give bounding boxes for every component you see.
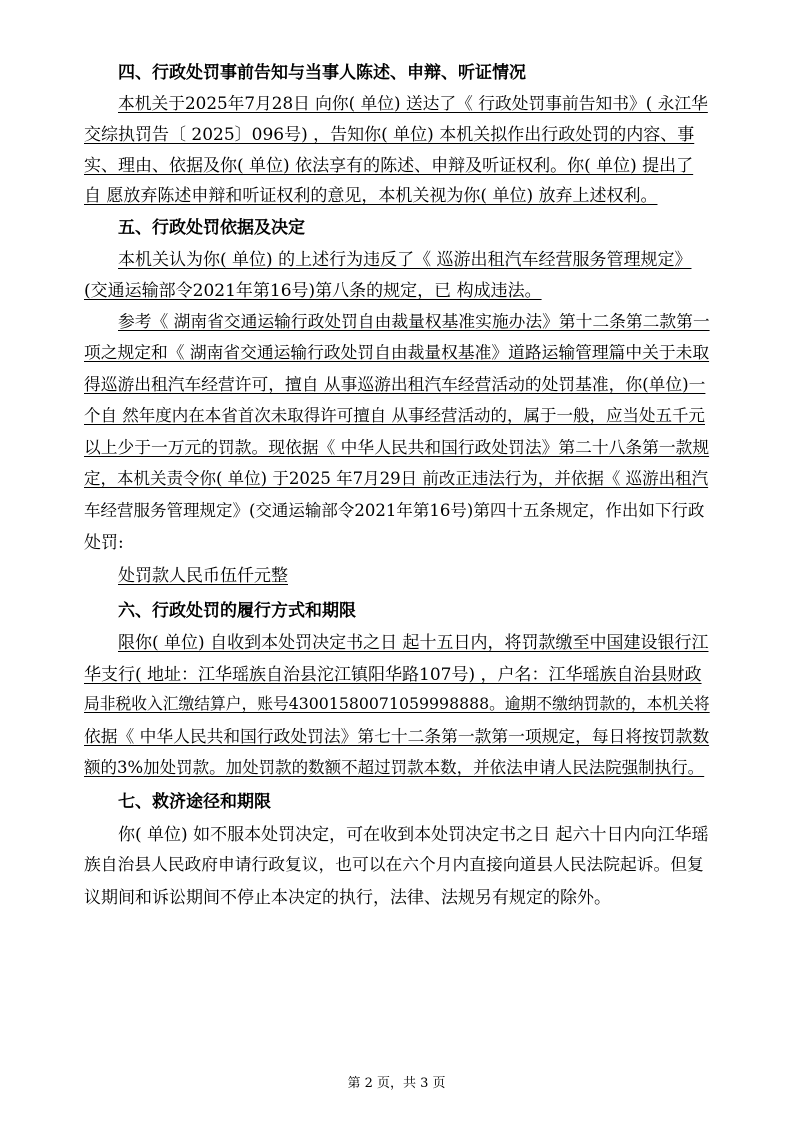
text-line: 车经营服务管理规定》(交通运输部令2021年第16号)第四十五条规定，作出如下行政	[84, 501, 705, 520]
text-line: 处罚:	[84, 533, 124, 553]
penalty-line: 处罚款人民币伍仟元整	[118, 566, 288, 586]
text-line: (交通运输部令2021年第16号)第八条的规定，已 构成违法。	[84, 281, 542, 301]
text-line: 你( 单位) 如不服本处罚决定，可在收到本处罚决定书之日 起六十日内向江华瑶	[118, 825, 709, 845]
section-heading-6: 六、行政处罚的履行方式和期限	[118, 601, 356, 621]
page-footer: 第 2 页，共 3 页	[347, 1076, 446, 1091]
text-line: 定，本机关责令你( 单位) 于2025 年7月29日 前改正违法行为，并依据《 巡游出租汽	[84, 469, 709, 488]
text-line: 额的3%加处罚款。加处罚款的数额不超过罚款本数，并依法申请人民法院强制执行。	[84, 758, 705, 777]
section-heading-5: 五、行政处罚依据及决定	[118, 218, 305, 238]
text-line: 个自 然年度内在本省首次未取得许可擅自 从事经营活动的，属于一般，应当处五千元	[84, 406, 705, 425]
text-line: 限你( 单位) 自收到本处罚决定书之日 起十五日内，将罚款缴至中国建设银行江	[118, 633, 709, 653]
text-line: 局非税收入汇缴结算户，账号43001580071059998888。逾期不缴纳罚款的，本机关将	[84, 694, 710, 713]
text-line: 交综执罚告〔 2025〕096号) ，告知你( 单位) 本机关拟作出行政处罚的内容、事	[84, 125, 695, 145]
text-line: 华支行( 地址：江华瑶族自治县沱江镇阳华路107号) ，户名：江华瑶族自治县财政	[84, 665, 702, 685]
text-line: 本机关认为你( 单位) 的上述行为违反了《 巡游出租汽车经营服务管理规定》	[118, 250, 692, 270]
text-line: 实、理由、依据及你( 单位) 依法享有的陈述、申辩及听证权利。你( 单位) 提出了	[84, 156, 694, 176]
text-line: 议期间和诉讼期间不停止本决定的执行，法律、法规另有规定的除外。	[84, 888, 611, 908]
text-line: 以上少于一万元的罚款。现依据《 中华人民共和国行政处罚法》第二十八条第一款规	[84, 437, 710, 457]
text-line: 项之规定和《 湖南省交通运输行政处罚自由裁量权基准》道路运输管理篇中关于未取	[84, 342, 710, 362]
text-line: 族自治县人民政府申请行政复议，也可以在六个月内直接向道县人民法院起诉。但复	[84, 854, 704, 874]
text-line: 本机关于2025年7月28日 向你( 单位) 送达了《 行政处罚事前告知书》( 永江华	[118, 93, 708, 113]
text-line: 依据《 中华人民共和国行政处罚法》第七十二条第一款第一项规定，每日将按罚款数	[84, 726, 710, 746]
text-line: 自 愿放弃陈述申辩和听证权利的意见，本机关视为你( 单位) 放弃上述权利。	[84, 186, 658, 206]
text-line: 参考《 湖南省交通运输行政处罚自由裁量权基准实施办法》第十二条第二款第一	[118, 311, 710, 331]
text-line: 得巡游出租汽车经营许可，擅自 从事巡游出租汽车经营活动的处罚基准，你(单位)一	[84, 374, 706, 394]
section-heading-7: 七、救济途径和期限	[118, 792, 271, 812]
section-heading-4: 四、行政处罚事前告知与当事人陈述、申辩、听证情况	[118, 63, 526, 83]
